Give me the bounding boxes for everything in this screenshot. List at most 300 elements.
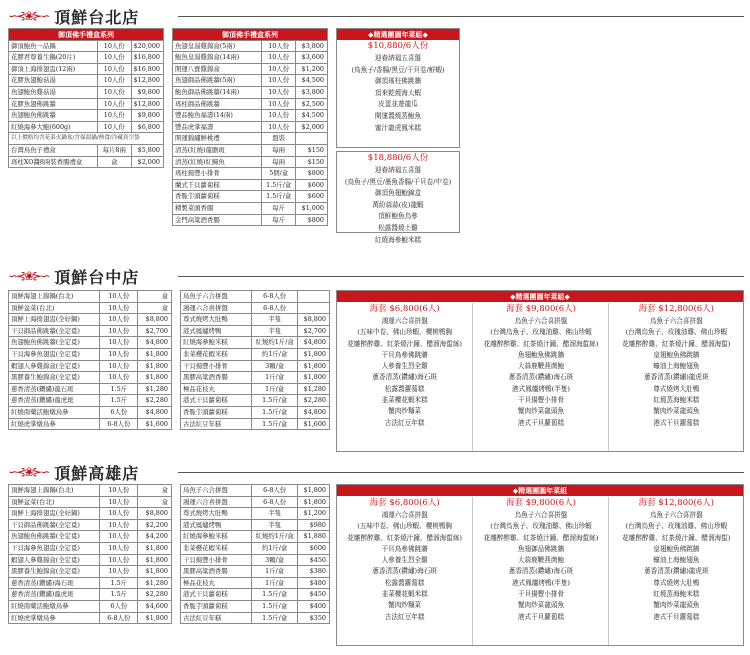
table-cell: 豐品虎掌福壽 <box>173 121 262 133</box>
table-row <box>9 314 172 326</box>
table-cell: 6-8人份 <box>252 302 298 314</box>
table-row <box>173 75 328 87</box>
table-cell: 10人份 <box>262 75 296 87</box>
table-cell: 干貝御品佛跳牆(全定覓) <box>9 519 100 531</box>
table-cell: 盒 <box>138 485 172 497</box>
table-cell: 10人份 <box>100 554 138 566</box>
table-header-row <box>9 29 164 41</box>
table-cell: $480 <box>298 577 330 589</box>
table-cell: 瑤柱揚豐小排骨 <box>173 168 262 180</box>
set-dish: 蜜汁龍虎鳳米糕 <box>374 123 422 132</box>
divider <box>178 472 744 473</box>
table-cell: 蔥香清蒸(鑽繡)海石斑 <box>9 577 100 589</box>
table-row <box>181 554 330 566</box>
table-row <box>173 144 328 156</box>
table-cell: $600 <box>298 542 330 554</box>
table-cell: 10人份 <box>100 531 138 543</box>
table-row <box>181 566 330 578</box>
table-cell: 頂鮮上海排翅盅(全好鍋) <box>9 314 100 326</box>
set-dish: 大蒜鹿鞭燕菌鮑 <box>517 556 565 565</box>
table-cell: 黑膠養生鮑錦盒(全定覓) <box>9 566 100 578</box>
set-dish: 人參養生烈全雞 <box>381 556 428 565</box>
table-cell: 每斤 <box>262 202 296 214</box>
table-cell: $1,800 <box>298 485 330 497</box>
table-cell: 10人份 <box>100 348 138 360</box>
table-cell: 烏魚子六合拼盤 <box>181 291 252 303</box>
table-cell: $16,800 <box>131 63 163 75</box>
table-cell: 半隻 <box>252 314 298 326</box>
table-cell: $600 <box>296 179 328 191</box>
table-cell: 紅燒南藥活鮑燉烏參 <box>9 600 100 612</box>
set-price: 海套 $9,800(6人) <box>506 498 576 508</box>
table-row <box>181 291 330 303</box>
set-dish: 古法紅豆年糕 <box>384 612 425 621</box>
table-cell: $2,280 <box>298 395 330 407</box>
set-column <box>337 497 472 645</box>
set-dish: (台灣烏魚子、玫瑰油雞、佛山珍蝦 <box>625 328 728 337</box>
table-row <box>173 110 328 122</box>
table-row <box>181 600 330 612</box>
set-dish: 烏魚子六合喜拼盤 <box>514 511 568 519</box>
set-dish: 港式干貝蘿蔔糕 <box>517 418 565 427</box>
table-row <box>181 577 330 589</box>
table-row <box>181 542 330 554</box>
table-cell: 魚翅御品佛跳牆(5兩) <box>173 75 262 87</box>
set-dish: 人參養生烈全雞 <box>381 362 428 371</box>
table-cell: $12,800 <box>131 75 163 87</box>
table-cell: 尊式燒烤大肚鴨 <box>181 314 252 326</box>
table-cell: 10人份 <box>97 86 131 98</box>
set-dish: 尊式燒烤大肚鴨 <box>653 578 700 587</box>
table-cell: 極品花枝丸 <box>181 383 252 395</box>
table-row <box>9 589 172 601</box>
table-row <box>9 542 172 554</box>
table-cell: $5,800 <box>131 144 163 156</box>
table-cell: 10人份 <box>100 485 138 497</box>
table-cell: 10人份 <box>100 325 138 337</box>
table-cell: $350 <box>298 612 330 624</box>
set-price: 海套 $12,800(6人) <box>638 498 715 508</box>
table-cell: 港式鳳爐烤鴨 <box>181 325 252 337</box>
table-cell: $150 <box>296 144 328 156</box>
set-dish: 松露醬蘿蔔糕 <box>384 384 425 393</box>
table-cell: 10人份 <box>100 314 138 326</box>
set-price: 海套 $9,800(6人) <box>506 304 576 314</box>
table-cell: 御頂鮑魚一品鍋 <box>9 40 98 52</box>
table-cell: 1.5斤 <box>100 395 138 407</box>
table-row <box>9 348 172 360</box>
table-cell: 10人份 <box>262 40 296 52</box>
set-header: ◆精選團圓年菜組◆ <box>337 29 459 40</box>
set-dish: 大蒜鹿鞭燕菌鮑 <box>517 362 565 371</box>
set-dish: 蠔油上海鮑翅魚 <box>653 362 700 371</box>
table-cell: 1斤/盒 <box>252 383 298 395</box>
set-column <box>472 303 608 451</box>
set-dish: (台灣烏魚子、玫瑰油雞、佛山珍蝦 <box>490 522 592 531</box>
table-header: 御頂佛手禮盒系列 <box>173 29 328 41</box>
table-cell: $20,000 <box>131 40 163 52</box>
table-cell: 半隻 <box>252 325 298 337</box>
table-cell: 紅燒海參大鮑(600g) <box>9 121 98 133</box>
table-cell: 蔥香清蒸(鑽繡)龍虎斑 <box>9 395 100 407</box>
set-dish: 干貝揚豐小排骨 <box>517 396 565 405</box>
table-row <box>181 314 330 326</box>
table-cell: 頂鮮盆菜(台北) <box>9 302 100 314</box>
set-price: 海套 $6,800(6人) <box>369 498 440 508</box>
table-cell: 魚翅鮑魚佛跳牆(全定覓) <box>9 337 100 349</box>
table-row <box>9 98 164 110</box>
table-cell: 盒 <box>138 291 172 303</box>
table-cell: 10人份 <box>100 508 138 520</box>
table-cell: 紅燒虎掌燉烏參 <box>9 418 100 430</box>
menu-table-kaohsiung-2 <box>180 484 330 624</box>
table-cell: 清蒸(紅燒)龍膽斑 <box>173 144 262 156</box>
table-cell: $3,600 <box>296 52 328 64</box>
table-row <box>9 156 164 168</box>
set-box-taipei-a <box>336 28 460 148</box>
table-row <box>181 508 330 520</box>
table-cell: 魚翅鮑魚佛跳牆(全定覓) <box>9 531 100 543</box>
table-cell: $800 <box>296 214 328 226</box>
table-cell: 花膠君尊養生鍋(20片) <box>9 52 98 64</box>
set-box-kaohsiung <box>336 484 744 646</box>
table-cell <box>296 133 328 145</box>
table-cell: 韭菜櫻花蝦米糕 <box>181 348 252 360</box>
table-cell: 每片8兩 <box>97 144 131 156</box>
table-cell: 御頂上海排翅盅(12兩) <box>9 63 98 75</box>
table-header: 御頂佛手禮盒系列 <box>9 29 164 41</box>
table-row <box>9 406 172 418</box>
set-dish: 花雕醉醉雞、紅茶燒汁鐘、醋溜海蜇絲) <box>483 339 599 348</box>
table-cell: $4,500 <box>296 110 328 122</box>
table-cell: 清蒸(紅燒)紅鱘魚 <box>173 156 262 168</box>
table-cell: 6-8人份 <box>252 485 298 497</box>
table-row <box>9 519 172 531</box>
table-cell: 魚翅鮑魚佛跳牆 <box>9 110 98 122</box>
table-row <box>173 202 328 214</box>
table-cell: $4,800 <box>298 337 330 349</box>
set-dish: 蔥香清蒸(鑽繡)海石斑 <box>508 373 574 382</box>
set-dish-list <box>337 165 459 246</box>
table-row <box>9 383 172 395</box>
table-row <box>9 337 172 349</box>
menu-table-taichung-1 <box>8 290 172 430</box>
table-cell: 魚翅皇湯雞錦盒(5兩) <box>173 40 262 52</box>
table-cell: 香脆芋頭蘿蔔糕 <box>181 600 252 612</box>
table-row <box>181 302 330 314</box>
table-cell: 蔥香清蒸(鑽繡)龍石斑 <box>9 383 100 395</box>
table-row <box>9 40 164 52</box>
table-cell: 蔥香清蒸(鑽繡)龍虎斑 <box>9 589 100 601</box>
table-row <box>181 395 330 407</box>
table-cell: $4,800 <box>298 406 330 418</box>
table-row <box>181 485 330 497</box>
table-cell: 10人份 <box>100 372 138 384</box>
table-cell: 1.5斤/盒 <box>252 418 298 430</box>
set-dish: (台灣烏魚子、玫瑰油雞、佛山珍蝦 <box>490 328 592 337</box>
table-cell: 1.5斤/盒 <box>252 612 298 624</box>
table-cell: 紅燒約1斤/盒 <box>252 337 298 349</box>
table-cell: 10人份 <box>262 63 296 75</box>
set-dish: 迎春納福五喜盤 <box>374 166 422 174</box>
table-cell: 6人份 <box>100 406 138 418</box>
table-row <box>9 612 172 624</box>
table-cell: 10人份 <box>100 337 138 349</box>
table-cell: $2,000 <box>296 121 328 133</box>
table-row <box>181 360 330 372</box>
table-header-row <box>173 29 328 41</box>
table-cell: $1,600 <box>298 418 330 430</box>
table-row <box>181 589 330 601</box>
set-box-taipei-b <box>336 151 460 244</box>
table-cell: $1,600 <box>138 418 172 430</box>
table-row <box>173 168 328 180</box>
set-dish: 尊式燒烤大肚鴨 <box>653 384 700 393</box>
table-row <box>9 110 164 122</box>
set-dish: 干貝鳥參佛跳牆 <box>381 350 428 359</box>
table-cell: 紅燒約1斤/盒 <box>252 531 298 543</box>
table-cell: 古法紅豆年糕 <box>181 418 252 430</box>
set-dish: 花雕醉醉雞、紅茶燒汁鐘、醋溜海蜇絲) <box>483 533 599 542</box>
set-dish: 蟹肉炒菜龍頭魚 <box>653 407 700 416</box>
set-dish: 蔥香清蒸(鑽繡)龍虎斑 <box>644 373 709 382</box>
set-dish: 蟹肉炒麵菜 <box>388 407 422 416</box>
table-cell: $450 <box>298 589 330 601</box>
table-cell: 10人份 <box>97 52 131 64</box>
set-dish: 蟹肉炒菜龍頭魚 <box>517 407 565 416</box>
table-cell: 半隻 <box>252 508 298 520</box>
table-cell: 鴻運六合喜拼盤 <box>181 496 252 508</box>
table-cell: $1,200 <box>298 508 330 520</box>
table-cell: $400 <box>298 600 330 612</box>
set-price: 海套 $12,800(6人) <box>638 304 715 314</box>
set-dish: 開運醬燒蒸鮑魚 <box>374 111 422 120</box>
set-dish: 花雕醉醉雞、紅茶燒汁鐘、醋溜海蜇絲) <box>347 533 462 542</box>
table-cell: 半隻 <box>252 519 298 531</box>
table-cell: $4,500 <box>296 75 328 87</box>
table-cell: 瑤柱御品佛跳牆 <box>173 98 262 110</box>
set-dish: 烏魚子六合喜拼盤 <box>649 317 703 325</box>
table-cell: $4,800 <box>138 406 172 418</box>
set-dish: 港式干貝蘿蔔糕 <box>653 612 700 621</box>
set-dish: 皮蛋韭遊龍瓜 <box>378 100 418 109</box>
table-cell: 1.5斤 <box>100 383 138 395</box>
set-price: $10,880/6人份 <box>367 41 429 51</box>
table-cell: 10人份 <box>100 291 138 303</box>
set-dish: 萬紛蒜蒜(皮)龍蝦 <box>372 200 424 209</box>
table-cell: $150 <box>296 156 328 168</box>
table-cell: $2,280 <box>138 589 172 601</box>
table-cell: 1斤/盒 <box>252 577 298 589</box>
set-dish: 松露醬燒土雞 <box>378 223 418 232</box>
table-cell: 10人份 <box>100 566 138 578</box>
table-cell: 每兩 <box>262 156 296 168</box>
table-row <box>9 395 172 407</box>
table-cell: 10人份 <box>262 98 296 110</box>
table-cell: $1,280 <box>138 577 172 589</box>
table-cell: 6-8人份 <box>252 496 298 508</box>
set-header: ◆精選團圓年菜組 <box>337 485 743 496</box>
table-cell: $12,800 <box>131 98 163 110</box>
table-row <box>173 156 328 168</box>
table-cell: $2,700 <box>298 325 330 337</box>
set-dish: 鴻運六合喜拼盤 <box>381 511 428 519</box>
table-cell: 紅燒海參鮑米糕 <box>181 337 252 349</box>
set-dish: 紅燒海參鮑米糕 <box>374 235 422 244</box>
set-dish: 蔥香清蒸(鑽繡)海石斑 <box>372 373 437 382</box>
set-dish: 紅燒蒸海鮑米糕 <box>653 590 700 599</box>
set-dish: (鳥魚子/香腸/黑豆/干貝卷/鮮蝦) <box>351 65 445 74</box>
table-cell: 韭菜櫻花蝦米糕 <box>181 542 252 554</box>
table-cell: 1斤/盒 <box>252 372 298 384</box>
table-cell: $1,880 <box>298 531 330 543</box>
table-cell: 6-8人份 <box>100 418 138 430</box>
table-cell: $1,800 <box>298 360 330 372</box>
table-cell: 5個/盒 <box>262 168 296 180</box>
set-dish: 港式干貝蘿蔔糕 <box>517 612 565 621</box>
table-cell: $2,000 <box>131 156 163 168</box>
table-cell: 瑤柱XO醬8兩裝香腸禮盒 <box>9 156 98 168</box>
table-cell: 紅燒南藥活鮑燉烏參 <box>9 406 100 418</box>
table-cell: 蘭式千貝蘿蔔糕 <box>173 179 262 191</box>
table-cell: 干貝揚豐小排骨 <box>181 360 252 372</box>
set-header: ◆精選團圓年菜組◆ <box>337 291 743 302</box>
divider <box>178 16 744 17</box>
set-dish: 魚翅御品佛跳牆 <box>517 544 565 553</box>
table-cell <box>298 291 330 303</box>
table-row <box>9 418 172 430</box>
set-dish-list <box>337 53 459 134</box>
table-cell: 盤裝 <box>262 133 296 145</box>
table-row <box>181 325 330 337</box>
table-cell: $450 <box>298 554 330 566</box>
table-cell: 頂鮮海翅上錦鍋(台北) <box>9 485 100 497</box>
table-cell: 港式鳳爐烤鴨 <box>181 519 252 531</box>
set-dish: 松露醬蘿蔔糕 <box>384 578 425 587</box>
set-dish: 花雕醉醉雞、紅茶燒汁鐘、醋溜海蜇) <box>622 339 731 348</box>
table-cell: 10人份 <box>262 86 296 98</box>
table-cell: 極品花枝丸 <box>181 577 252 589</box>
table-cell: 1.5斤/盒 <box>262 179 296 191</box>
table-cell: $16,800 <box>131 52 163 64</box>
table-cell: $8,800 <box>138 508 172 520</box>
table-cell: 10人份 <box>262 121 296 133</box>
table-row <box>181 406 330 418</box>
table-cell: 黑膠養生鮑錦盒(全定覓) <box>9 372 100 384</box>
table-cell: 1斤/盒 <box>252 566 298 578</box>
store-header-taichung <box>8 266 139 286</box>
table-row <box>173 40 328 52</box>
table-cell: 6-8人份 <box>100 612 138 624</box>
table-cell: 花膠魚翅鮑菇湯 <box>9 75 98 87</box>
set-dish: 鴻運六合喜拼盤 <box>381 317 428 325</box>
table-cell: $980 <box>298 519 330 531</box>
table-cell: $8,800 <box>298 314 330 326</box>
table-cell: $9,800 <box>131 110 163 122</box>
set-column <box>472 497 608 645</box>
table-cell: 鴻運六合喜拼盤 <box>181 302 252 314</box>
set-box-taichung <box>336 290 744 452</box>
table-cell: 魚翅鮑魚雞菇湯 <box>9 86 98 98</box>
table-cell: 每兩 <box>262 144 296 156</box>
set-dish: 港式鳳爐烤鴨(半隻) <box>512 578 570 587</box>
table-row <box>9 508 172 520</box>
table-cell: 1.5斤 <box>100 577 138 589</box>
table-row <box>173 98 328 110</box>
table-cell: 約1斤/盒 <box>252 542 298 554</box>
table-cell: 6-8人份 <box>252 291 298 303</box>
table-cell: 干貝海參魚翅盅(全定覓) <box>9 348 100 360</box>
table-cell: $3,800 <box>296 40 328 52</box>
table-cell: $1,800 <box>138 360 172 372</box>
table-row <box>9 302 172 314</box>
table-cell: $1,200 <box>296 63 328 75</box>
table-cell: $1,800 <box>138 348 172 360</box>
set-dish: 頂來乾燒海大蝦 <box>374 88 422 97</box>
table-cell: $1,280 <box>298 383 330 395</box>
table-cell: 1.5斤/盒 <box>262 191 296 203</box>
table-cell: 1.5斤 <box>100 589 138 601</box>
table-cell: 10人份 <box>100 302 138 314</box>
table-row <box>9 291 172 303</box>
set-dish: (五味中卷、佛山珍蝦、櫻桃鴨胸 <box>357 522 453 531</box>
table-cell: $4,800 <box>138 337 172 349</box>
table-cell: 干貝海參魚翅盅(全定覓) <box>9 542 100 554</box>
divider <box>178 276 744 277</box>
table-row <box>9 360 172 372</box>
set-dish: 干貝鳥參佛跳牆 <box>381 544 428 553</box>
table-row <box>173 63 328 75</box>
table-cell: 3顆/盒 <box>252 360 298 372</box>
table-cell: 10人份 <box>262 52 296 64</box>
ornament-icon: ∽⊰❀⊱∽ <box>8 465 49 479</box>
table-cell: 鮑魚御品佛跳牆(14兩) <box>173 86 262 98</box>
table-cell: 10人份 <box>100 496 138 508</box>
table-cell: 10人份 <box>97 40 131 52</box>
store-title: 頂鮮高雄店 <box>54 463 140 483</box>
table-note-row <box>9 133 164 145</box>
table-cell: 10人份 <box>97 98 131 110</box>
table-cell: 每斤 <box>262 214 296 226</box>
table-cell: $1,280 <box>138 383 172 395</box>
store-title: 頂鮮台北店 <box>54 7 140 27</box>
set-dish: 魚翅鮑魚佛跳牆 <box>517 350 565 359</box>
table-row <box>9 372 172 384</box>
ornament-icon: ∽⊰❀⊱∽ <box>8 269 49 283</box>
table-cell: $380 <box>298 566 330 578</box>
ornament-icon: ∽⊰❀⊱∽ <box>8 9 49 23</box>
table-cell: 1.5斤/盒 <box>252 395 298 407</box>
table-row <box>9 121 164 133</box>
store-title: 頂鮮台中店 <box>54 267 140 287</box>
table-cell: 港式干貝蘿蔔糕 <box>181 589 252 601</box>
table-cell: 10人份 <box>97 121 131 133</box>
table-row <box>9 577 172 589</box>
table-cell: 蝦翅人參雞錦盒(全定覓) <box>9 554 100 566</box>
table-cell: 10人份 <box>100 519 138 531</box>
table-row <box>9 86 164 98</box>
table-row <box>181 519 330 531</box>
table-cell: 10人份 <box>97 63 131 75</box>
table-cell: $1,800 <box>138 542 172 554</box>
table-cell: $1,000 <box>296 202 328 214</box>
table-row <box>9 52 164 64</box>
store-header-kaohsiung <box>8 462 139 482</box>
set-dish: 蔥香清蒸(鑽繡)龍虎斑 <box>644 567 709 576</box>
table-row <box>173 121 328 133</box>
table-cell: 尊式燒烤大肚鴨 <box>181 508 252 520</box>
table-cell: $2,280 <box>138 395 172 407</box>
